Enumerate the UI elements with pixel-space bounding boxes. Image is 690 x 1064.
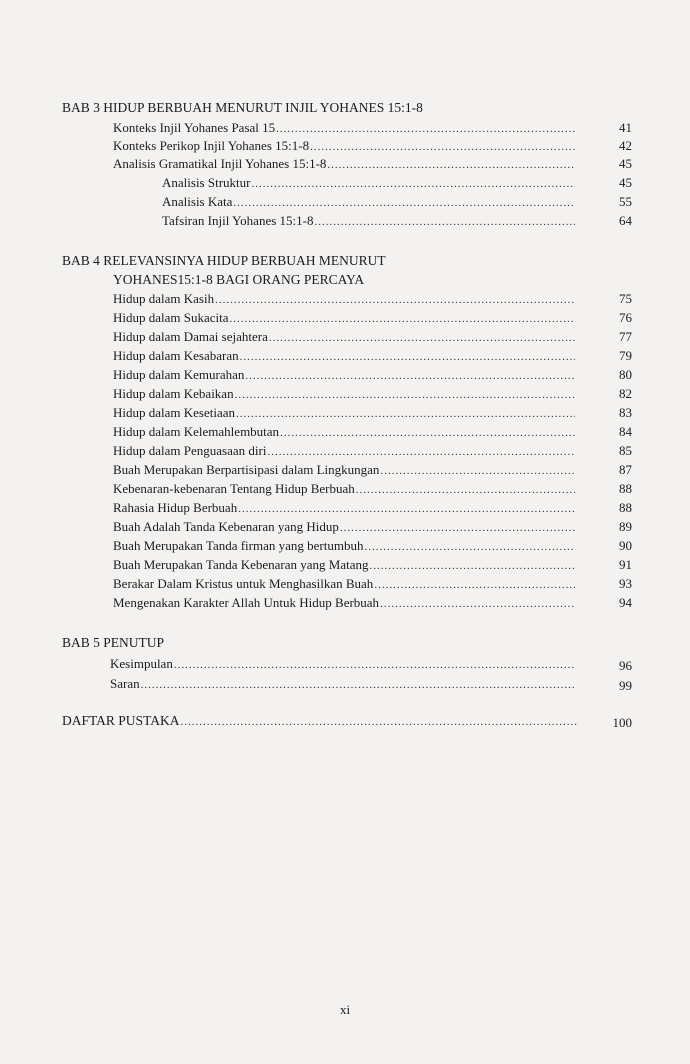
leader-dots [380, 462, 575, 480]
leader-dots [310, 138, 575, 156]
toc-entry [113, 575, 575, 593]
leader-dots [374, 576, 575, 594]
toc-entry [113, 480, 575, 498]
leader-dots [269, 329, 575, 347]
toc-entry-title: Konteks Injil Yohanes Pasal 15 [113, 120, 276, 135]
toc-entry-page: 100 [612, 715, 632, 730]
toc-entry-title: Buah Adalah Tanda Kebenaran yang Hidup [113, 519, 339, 534]
leader-dots [356, 481, 575, 499]
toc-entry-page: 88 [619, 481, 632, 496]
toc-entry-title: Mengenakan Karakter Allah Untuk Hidup Berbuah [113, 595, 380, 610]
toc-entry-title: Hidup dalam Kesabaran [113, 348, 239, 363]
toc-entry-title: Kebenaran-kebenaran Tentang Hidup Berbuah [113, 481, 355, 496]
toc-entry [110, 655, 575, 673]
toc-entry [162, 193, 575, 211]
toc-entry [113, 518, 575, 536]
toc-entry-page: 91 [619, 557, 632, 572]
toc-entry-page: 75 [619, 291, 632, 306]
toc-entry [113, 404, 575, 422]
toc-entry-title: Hidup dalam Damai sejahtera [113, 329, 268, 344]
leader-dots [370, 557, 575, 575]
leader-dots [280, 424, 575, 442]
leader-dots [235, 386, 575, 404]
toc-entry-title: Hidup dalam Kasih [113, 291, 215, 306]
toc-entry-page: 88 [619, 500, 632, 515]
chapter-heading-bab3: BAB 3 HIDUP BERBUAH MENURUT INJIL YOHANES 15:1-8 [62, 100, 423, 115]
toc-entry-page: 87 [619, 462, 632, 477]
leader-dots [380, 595, 575, 613]
toc-entry [113, 366, 575, 384]
leader-dots [233, 194, 575, 212]
toc-entry-title: Buah Merupakan Berpartisipasi dalam Lingkungan [113, 462, 380, 477]
toc-entry-page: 85 [619, 443, 632, 458]
toc-entry-page: 84 [619, 424, 632, 439]
chapter-heading-bab5: BAB 5 PENUTUP [62, 635, 165, 650]
leader-dots [314, 213, 575, 231]
toc-entry-title: DAFTAR PUSTAKA [62, 713, 180, 728]
toc-entry-page: 41 [619, 120, 632, 135]
toc-entry-page: 83 [619, 405, 632, 420]
toc-entry [113, 423, 575, 441]
toc-entry [113, 347, 575, 365]
toc-entry [113, 556, 575, 574]
toc-entry-title: Buah Merupakan Tanda firman yang bertumbuh [113, 538, 364, 553]
toc-entry-page: 82 [619, 386, 632, 401]
leader-dots [240, 348, 575, 366]
toc-entry-page: 45 [619, 175, 632, 190]
toc-entry-title: Hidup dalam Kemurahan [113, 367, 245, 382]
toc-entry-page: 79 [619, 348, 632, 363]
toc-entry [113, 442, 575, 460]
toc-entry-title: Konteks Perikop Injil Yohanes 15:1-8 [113, 138, 310, 153]
toc-entry-title: Hidup dalam Penguasaan diri [113, 443, 267, 458]
toc-entry-page: 42 [619, 138, 632, 153]
page-number-folio: xi [339, 1002, 351, 1017]
chapter-heading-bab4-line2: YOHANES15:1-8 BAGI ORANG PERCAYA [113, 272, 365, 287]
toc-entry-page: 80 [619, 367, 632, 382]
toc-entry [113, 461, 575, 479]
toc-entry [113, 385, 575, 403]
toc-entry [113, 119, 575, 137]
toc-entry [162, 174, 575, 192]
toc-entry [113, 499, 575, 517]
toc-entry-bibliography [62, 712, 577, 730]
toc-entry-page: 55 [619, 194, 632, 209]
toc-entry [113, 537, 575, 555]
toc-entry-title: Tafsiran Injil Yohanes 15:1-8 [162, 213, 314, 228]
leader-dots [267, 443, 575, 461]
leader-dots [251, 175, 575, 193]
toc-entry-page: 77 [619, 329, 632, 344]
leader-dots [180, 713, 577, 731]
toc-entry-title: Hidup dalam Kelemahlembutan [113, 424, 280, 439]
leader-dots [364, 538, 575, 556]
toc-entry-title: Kesimpulan [110, 656, 173, 671]
toc-entry-title: Analisis Kata [162, 194, 233, 209]
toc-entry-title: Hidup dalam Kebaikan [113, 386, 234, 401]
toc-entry [113, 309, 575, 327]
leader-dots [245, 367, 575, 385]
toc-entry-title: Buah Merupakan Tanda Kebenaran yang Matang [113, 557, 369, 572]
leader-dots [276, 120, 575, 138]
toc-entry-title: Berakar Dalam Kristus untuk Menghasilkan Buah [113, 576, 374, 591]
toc-entry [110, 675, 575, 693]
toc-entry-title: Analisis Struktur [162, 175, 251, 190]
leader-dots [174, 656, 575, 674]
toc-entry-page: 99 [619, 678, 632, 693]
toc-entry-title: Rahasia Hidup Berbuah [113, 500, 238, 515]
toc-entry-page: 89 [619, 519, 632, 534]
toc-entry-page: 96 [619, 658, 632, 673]
toc-entry-title: Hidup dalam Kesetiaan [113, 405, 236, 420]
leader-dots [327, 156, 575, 174]
toc-entry [113, 155, 575, 173]
leader-dots [340, 519, 575, 537]
toc-entry-title: Hidup dalam Sukacita [113, 310, 229, 325]
leader-dots [238, 500, 575, 518]
leader-dots [141, 676, 575, 694]
toc-entry-page: 45 [619, 156, 632, 171]
toc-entry-page: 94 [619, 595, 632, 610]
toc-entry [113, 328, 575, 346]
leader-dots [236, 405, 575, 423]
toc-entry-page: 64 [619, 213, 632, 228]
toc-entry-page: 76 [619, 310, 632, 325]
toc-entry-title: Analisis Gramatikal Injil Yohanes 15:1-8 [113, 156, 327, 171]
toc-entry-page: 90 [619, 538, 632, 553]
toc-entry-title: Saran [110, 676, 140, 691]
toc-entry-page: 93 [619, 576, 632, 591]
chapter-heading-bab4-line1: BAB 4 RELEVANSINYA HIDUP BERBUAH MENURUT [62, 253, 386, 268]
leader-dots [215, 291, 575, 309]
toc-entry [162, 212, 575, 230]
toc-entry [113, 137, 575, 155]
toc-entry [113, 594, 575, 612]
leader-dots [230, 310, 575, 328]
toc-entry [113, 290, 575, 308]
